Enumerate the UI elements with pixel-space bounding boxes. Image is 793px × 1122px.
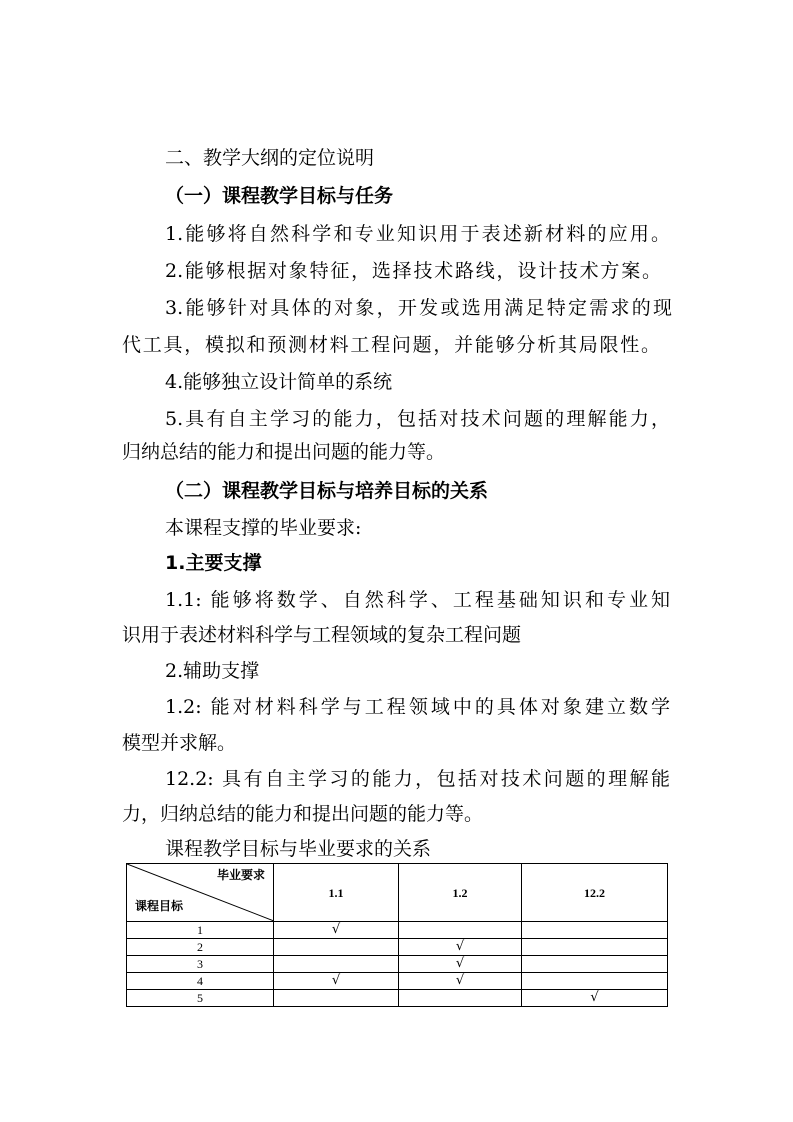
requirement-1-2: 1.2: 能对材料科学与工程领域中的具体对象建立数学 [165, 696, 670, 718]
requirement-1-1-cont: 识用于表述材料科学与工程领域的复杂工程问题 [122, 624, 522, 646]
goal-item-4: 4.能够独立设计简单的系统 [165, 371, 393, 393]
aux-support-heading: 2.辅助支撑 [165, 660, 260, 682]
table-cell [274, 939, 399, 956]
table-cell: √ [274, 973, 399, 990]
requirement-1-1: 1.1: 能够将数学、自然科学、工程基础知识和专业知 [165, 589, 670, 611]
column-header: 1.1 [274, 864, 399, 922]
goal-item-5: 5.具有自主学习的能力，包括对技术问题的理解能力， [165, 408, 670, 430]
corner-label-requirements: 毕业要求 [216, 868, 265, 882]
table-caption: 课程教学目标与毕业要求的关系 [165, 838, 432, 860]
table-cell [274, 990, 399, 1007]
requirement-12-2: 12.2: 具有自主学习的能力，包括对技术问题的理解能 [165, 768, 670, 790]
table-cell [522, 973, 668, 990]
table-cell [522, 939, 668, 956]
table-cell [522, 922, 668, 939]
table-cell [274, 956, 399, 973]
goal-item-3: 3.能够针对具体的对象，开发或选用满足特定需求的现 [165, 297, 672, 319]
table-cell: √ [274, 922, 399, 939]
goal-item-5-cont: 归纳总结的能力和提出问题的能力等。 [122, 441, 446, 463]
goal-number: 5 [127, 990, 274, 1007]
table-row [127, 939, 668, 956]
table-cell: √ [399, 956, 522, 973]
subsection-2-title: （二）课程教学目标与培养目标的关系 [165, 480, 489, 502]
goal-number: 2 [127, 939, 274, 956]
table-cell: √ [399, 939, 522, 956]
table-row [127, 922, 668, 939]
table-cell [522, 956, 668, 973]
table-corner-cell [127, 864, 274, 922]
table-header-row [127, 864, 668, 922]
column-header: 1.2 [399, 864, 522, 922]
support-intro: 本课程支撑的毕业要求: [165, 517, 362, 539]
main-support-heading: 1.主要支撑 [165, 552, 262, 574]
table-cell [399, 922, 522, 939]
column-header: 12.2 [522, 864, 668, 922]
goal-number: 1 [127, 922, 274, 939]
table-cell: √ [522, 990, 668, 1007]
goal-number: 3 [127, 956, 274, 973]
table-cell [399, 990, 522, 1007]
table-cell: √ [399, 973, 522, 990]
table-row [127, 956, 668, 973]
table-row [127, 973, 668, 990]
subsection-1-title: （一）课程教学目标与任务 [165, 185, 394, 207]
table-row [127, 990, 668, 1007]
goal-number: 4 [127, 973, 274, 990]
corner-label-goals: 课程目标 [135, 899, 184, 913]
requirement-12-2-cont: 力，归纳总结的能力和提出问题的能力等。 [122, 803, 484, 825]
goal-item-2: 2.能够根据对象特征，选择技术路线，设计技术方案。 [165, 260, 661, 282]
goal-item-1: 1.能够将自然科学和专业知识用于表述新材料的应用。 [165, 223, 670, 245]
section-title: 二、教学大纲的定位说明 [165, 147, 375, 169]
goal-item-3-cont: 代工具，模拟和预测材料工程问题，并能够分析其局限性。 [122, 334, 660, 356]
requirement-1-2-cont: 模型并求解。 [122, 732, 237, 754]
goal-requirement-table [126, 863, 668, 1007]
